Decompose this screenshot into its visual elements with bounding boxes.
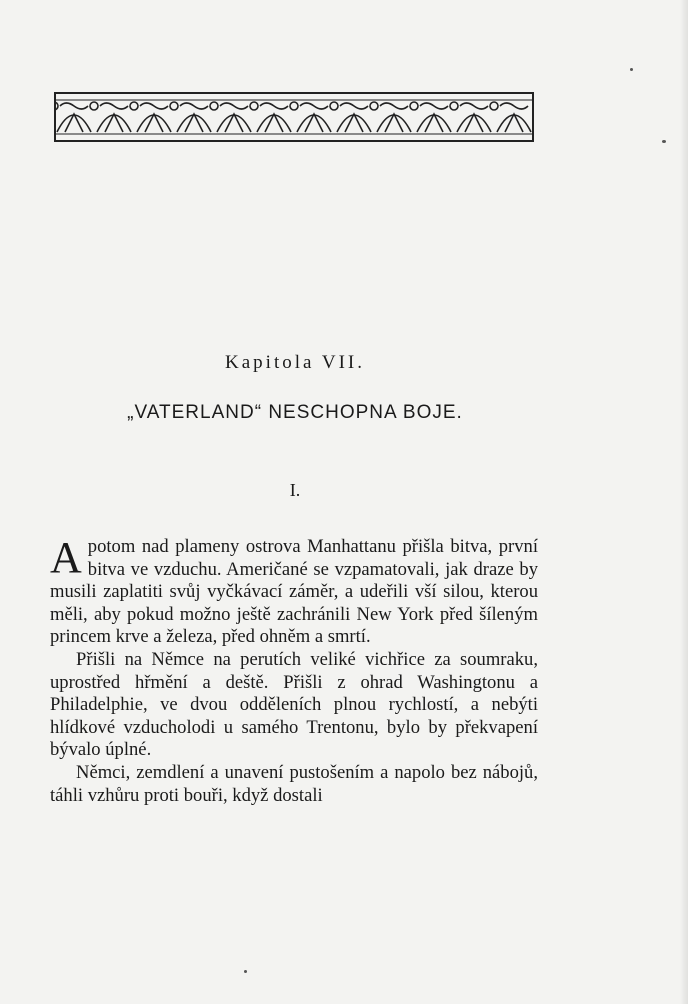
- ornament-arch: [217, 115, 251, 132]
- drop-cap: A: [50, 533, 82, 582]
- ornament-arch: [497, 115, 531, 132]
- body-text: [50, 533, 538, 807]
- ornament-arch: [457, 115, 491, 132]
- ornament-loop: [410, 102, 418, 110]
- ornament-arch: [297, 115, 331, 132]
- paragraph-3: Němci, zemdlení a unavení pustošením a napolo bez nábojů, táhli vzhůru proti bouři, když dostali: [50, 761, 538, 806]
- ornament-loop: [490, 102, 498, 110]
- page-edge-shadow: [680, 0, 688, 1004]
- paper-speck: [630, 68, 633, 71]
- ornament-arch: [57, 115, 91, 132]
- ornament-curl: [500, 103, 528, 109]
- paper-speck: [662, 140, 666, 143]
- paragraph-2: Přišli na Němce na perutích veliké vichřice za soumraku, uprostřed hřmění a deště. Přišli z ohrad Washingtonu a Philadelphie, ve dvou odděleních plnou rychlostí, a nebýti hlídkové vzducholodi u samého Trentonu, bylo by překvapení bývalo úplné.: [50, 648, 538, 761]
- ornament-curl: [300, 103, 328, 109]
- chapter-label: Kapitola VII.: [225, 352, 365, 373]
- ornament-loop: [90, 102, 98, 110]
- ornament-loop: [210, 102, 218, 110]
- ornament-loop: [170, 102, 178, 110]
- ornament-arch: [337, 115, 371, 132]
- ornament-curl: [460, 103, 488, 109]
- ornament-curl: [340, 103, 368, 109]
- ornament-loop: [330, 102, 338, 110]
- paper-speck: [244, 970, 247, 973]
- ornament-loop: [250, 102, 258, 110]
- ornament-arch: [97, 115, 131, 132]
- ornament-loop: [130, 102, 138, 110]
- section-number: I.: [289, 480, 301, 500]
- ornament-curl: [220, 103, 248, 109]
- paragraph-1: [50, 533, 538, 649]
- chapter-title: „VATERLAND“ NESCHOPNA BOJE.: [127, 402, 463, 423]
- ornament-curl: [60, 103, 88, 109]
- ornament-loop: [450, 102, 458, 110]
- ornament-curl: [140, 103, 168, 109]
- ornament-curl: [180, 103, 208, 109]
- paragraph-1-text: potom nad plameny ostrova Manhattanu přišla bitva, první bitva ve vzduchu. Američané se vzpamatovali, jak draze by musili zaplatiti svůj vyčkávací záměr, a udeřili vší silou, kterou měli, aby pokud možno ještě zachránili New York před šíleným princem krve a železa, před ohněm a smrtí.: [50, 536, 538, 648]
- ornament-loop: [290, 102, 298, 110]
- ornament-curl: [100, 103, 128, 109]
- ornament-curl: [260, 103, 288, 109]
- ornament-loop: [370, 102, 378, 110]
- decorative-ornament-band: [54, 92, 534, 142]
- ornament-arch: [177, 115, 211, 132]
- ornament-curl: [380, 103, 408, 109]
- ornament-arch: [417, 115, 451, 132]
- ornament-arch: [137, 115, 171, 132]
- ornament-curl: [420, 103, 448, 109]
- ornament-arch: [257, 115, 291, 132]
- ornament-arch: [377, 115, 411, 132]
